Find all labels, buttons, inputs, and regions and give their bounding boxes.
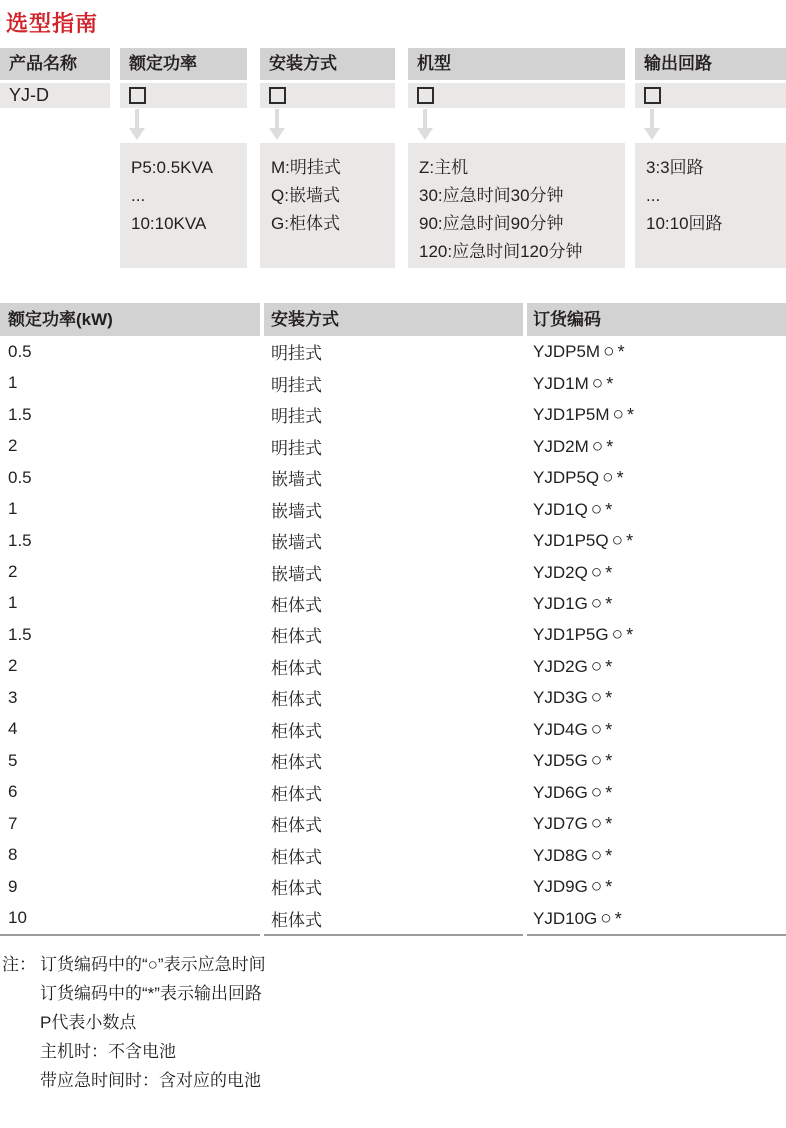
cell-rated-power: 2 [8,436,18,456]
table-row [0,808,786,839]
table-row [0,336,786,367]
cell-mounting: 柜体式 [271,910,322,930]
asterisk-placeholder-glyph: * [605,499,613,520]
table-row [0,399,786,430]
cell-rated-power: 0.5 [8,467,32,487]
cell-order-code [527,562,786,583]
asterisk-placeholder-glyph: * [605,562,613,583]
order-code-text: YJD1P5M [533,405,610,425]
note-label: 注： [2,955,36,974]
order-code-text: YJD3G [533,688,588,708]
table-row [0,777,786,808]
circle-placeholder-glyph: ○ [611,530,624,552]
order-code-text: YJD2G [533,656,588,676]
table-row [0,588,786,619]
cell-mounting: 明挂式 [271,407,322,427]
cell-order-code [527,593,786,614]
cell-rated-power: 1 [8,499,18,519]
cell-mounting: 明挂式 [271,438,322,458]
circle-placeholder-glyph: ○ [591,435,604,457]
checkbox-icon [129,87,146,104]
cell-rated-power: 1.5 [8,624,32,644]
circle-placeholder-glyph: ○ [590,750,603,772]
order-code-text: YJD2M [533,436,589,456]
option-line: 10:10KVA [131,214,207,233]
cell-order-code [527,656,786,677]
cell-rated-power: 2 [8,562,18,582]
cell-mounting: 明挂式 [271,375,322,395]
option-line: Q:嵌墙式 [271,186,340,205]
asterisk-placeholder-glyph: * [606,373,614,394]
order-code-text: YJD6G [533,782,588,802]
asterisk-placeholder-glyph: * [605,845,613,866]
note-lines [40,950,266,1095]
cell-rated-power: 1 [8,373,18,393]
table-row [0,714,786,745]
table-row [0,462,786,493]
circle-placeholder-glyph: ○ [590,592,603,614]
option-line: P5:0.5KVA [131,158,213,177]
option-line: 3:3回路 [646,158,704,177]
order-code-text: YJD9G [533,877,588,897]
selector-value-model [408,83,625,108]
checkbox-icon [269,87,286,104]
cell-mounting: 柜体式 [271,847,322,867]
table-row [0,871,786,902]
down-arrow-icon [644,109,660,140]
cell-mounting: 柜体式 [271,658,322,678]
table-row [0,367,786,398]
selector-header-mounting: 安装方式 [260,48,395,80]
asterisk-placeholder-glyph: * [627,405,635,426]
asterisk-placeholder-glyph: * [614,908,622,929]
cell-rated-power: 9 [8,876,18,896]
cell-order-code [527,719,786,740]
option-line: 90:应急时间90分钟 [419,214,564,233]
order-code-text: YJD1P5G [533,625,609,645]
cell-mounting: 柜体式 [271,690,322,710]
order-code-text: YJD1P5Q [533,531,609,551]
asterisk-placeholder-glyph: * [617,342,625,363]
option-line: 30:应急时间30分钟 [419,186,564,205]
table-row [0,619,786,650]
option-box-rated-power [120,143,247,268]
selector-header-model: 机型 [408,48,625,80]
cell-rated-power: 5 [8,750,18,770]
cell-rated-power: 0.5 [8,341,32,361]
cell-rated-power: 1.5 [8,404,32,424]
table-row [0,525,786,556]
down-arrow-icon [417,109,433,140]
asterisk-placeholder-glyph: * [605,593,613,614]
order-code-text: YJD5G [533,751,588,771]
cell-rated-power: 1 [8,593,18,613]
circle-placeholder-glyph: ○ [590,687,603,709]
cell-order-code [527,687,786,708]
circle-placeholder-glyph: ○ [603,341,615,363]
option-box-output-circuits [635,143,786,268]
circle-placeholder-glyph: ○ [590,498,603,520]
option-line: G:柜体式 [271,214,340,233]
cell-rated-power: 4 [8,719,18,739]
circle-placeholder-glyph: ○ [590,813,603,835]
cell-rated-power: 10 [8,908,27,928]
note-line: 主机时：不含电池 [40,1042,176,1061]
cell-mounting: 柜体式 [271,816,322,836]
circle-placeholder-glyph: ○ [612,404,625,426]
order-code-text: YJD8G [533,845,588,865]
down-arrow-icon [129,109,145,140]
cell-mounting: 明挂式 [271,344,322,364]
note-line: 带应急时间时：含对应的电池 [40,1071,261,1090]
table-bottom-rule [527,934,786,936]
asterisk-placeholder-glyph: * [605,782,613,803]
cell-rated-power: 2 [8,656,18,676]
circle-placeholder-glyph: ○ [590,561,603,583]
circle-placeholder-glyph: ○ [590,876,603,898]
table-row [0,651,786,682]
order-code-text: YJD1G [533,593,588,613]
cell-order-code [527,908,786,929]
order-code-text: YJDP5Q [533,468,600,488]
order-code-text: YJD1M [533,373,589,393]
table-row [0,745,786,776]
cell-order-code [527,876,786,897]
asterisk-placeholder-glyph: * [605,751,613,772]
selector-header-product-name: 产品名称 [0,48,110,80]
order-code-text: YJD4G [533,719,588,739]
page-title: 选型指南 [6,11,99,36]
column-header-order-code: 订货编码 [527,303,786,336]
table-bottom-rule [264,934,523,936]
option-line: 10:10回路 [646,214,723,233]
cell-mounting: 柜体式 [271,753,322,773]
asterisk-placeholder-glyph: * [605,688,613,709]
asterisk-placeholder-glyph: * [605,656,613,677]
circle-placeholder-glyph: ○ [591,372,604,394]
column-header-rated-power: 额定功率(kW) [0,303,260,336]
cell-order-code [527,341,786,362]
asterisk-placeholder-glyph: * [626,531,634,552]
table-row [0,840,786,871]
selector-value-product-name: YJ-D [0,83,110,108]
cell-mounting: 柜体式 [271,879,322,899]
option-line: ... [131,186,146,205]
cell-order-code [527,813,786,834]
table-row [0,902,786,933]
cell-order-code [527,782,786,803]
asterisk-placeholder-glyph: * [616,468,624,489]
down-arrow-icon [269,109,285,140]
circle-placeholder-glyph: ○ [611,624,624,646]
cell-mounting: 嵌墙式 [271,564,322,584]
option-line: M:明挂式 [271,158,341,177]
option-box-mounting [260,143,395,268]
cell-rated-power: 8 [8,845,18,865]
cell-order-code [527,373,786,394]
selector-header-output-circuits: 输出回路 [635,48,786,80]
order-code-text: YJD1Q [533,499,588,519]
order-code-text: YJD7G [533,814,588,834]
column-header-mounting: 安装方式 [264,303,523,336]
selector-value-mounting [260,83,395,108]
table-row [0,556,786,587]
order-code-text: YJDP5M [533,342,601,362]
table-row [0,682,786,713]
cell-order-code [527,436,786,457]
circle-placeholder-glyph: ○ [590,844,603,866]
option-line: ... [646,186,661,205]
asterisk-placeholder-glyph: * [626,625,634,646]
circle-placeholder-glyph: ○ [602,467,614,489]
table-row [0,430,786,461]
cell-order-code [527,845,786,866]
circle-placeholder-glyph: ○ [590,655,603,677]
note-line: 订货编码中的“*”表示输出回路 [40,984,262,1003]
circle-placeholder-glyph: ○ [590,781,603,803]
cell-rated-power: 1.5 [8,530,32,550]
selection-diagram [0,0,786,270]
table-bottom-rule [0,934,260,936]
checkbox-icon [644,87,661,104]
cell-mounting: 嵌墙式 [271,470,322,490]
asterisk-placeholder-glyph: * [605,877,613,898]
option-box-model [408,143,625,268]
order-code-text: YJD2Q [533,562,588,582]
circle-placeholder-glyph: ○ [600,907,612,929]
cell-mounting: 嵌墙式 [271,533,322,553]
table-row [0,493,786,524]
cell-rated-power: 7 [8,813,18,833]
selector-value-rated-power [120,83,247,108]
cell-rated-power: 6 [8,782,18,802]
selector-header-rated-power: 额定功率 [120,48,247,80]
cell-order-code [527,404,786,425]
asterisk-placeholder-glyph: * [606,436,614,457]
cell-order-code [527,530,786,551]
order-code-text: YJD10G [533,908,598,928]
notes [2,950,266,1095]
circle-placeholder-glyph: ○ [590,718,603,740]
cell-order-code [527,750,786,771]
cell-order-code [527,499,786,520]
option-line: 120:应急时间120分钟 [419,242,583,261]
option-line: Z:主机 [419,158,469,177]
cell-order-code [527,467,786,488]
checkbox-icon [417,87,434,104]
cell-mounting: 嵌墙式 [271,501,322,521]
cell-mounting: 柜体式 [271,627,322,647]
note-line: 订货编码中的“○”表示应急时间 [40,955,266,974]
cell-order-code [527,624,786,645]
cell-mounting: 柜体式 [271,595,322,615]
asterisk-placeholder-glyph: * [605,719,613,740]
asterisk-placeholder-glyph: * [605,814,613,835]
selector-value-output-circuits [635,83,786,108]
order-table-body [0,336,786,934]
note-line: P代表小数点 [40,1013,137,1032]
cell-rated-power: 3 [8,687,18,707]
cell-mounting: 柜体式 [271,784,322,804]
cell-mounting: 柜体式 [271,721,322,741]
